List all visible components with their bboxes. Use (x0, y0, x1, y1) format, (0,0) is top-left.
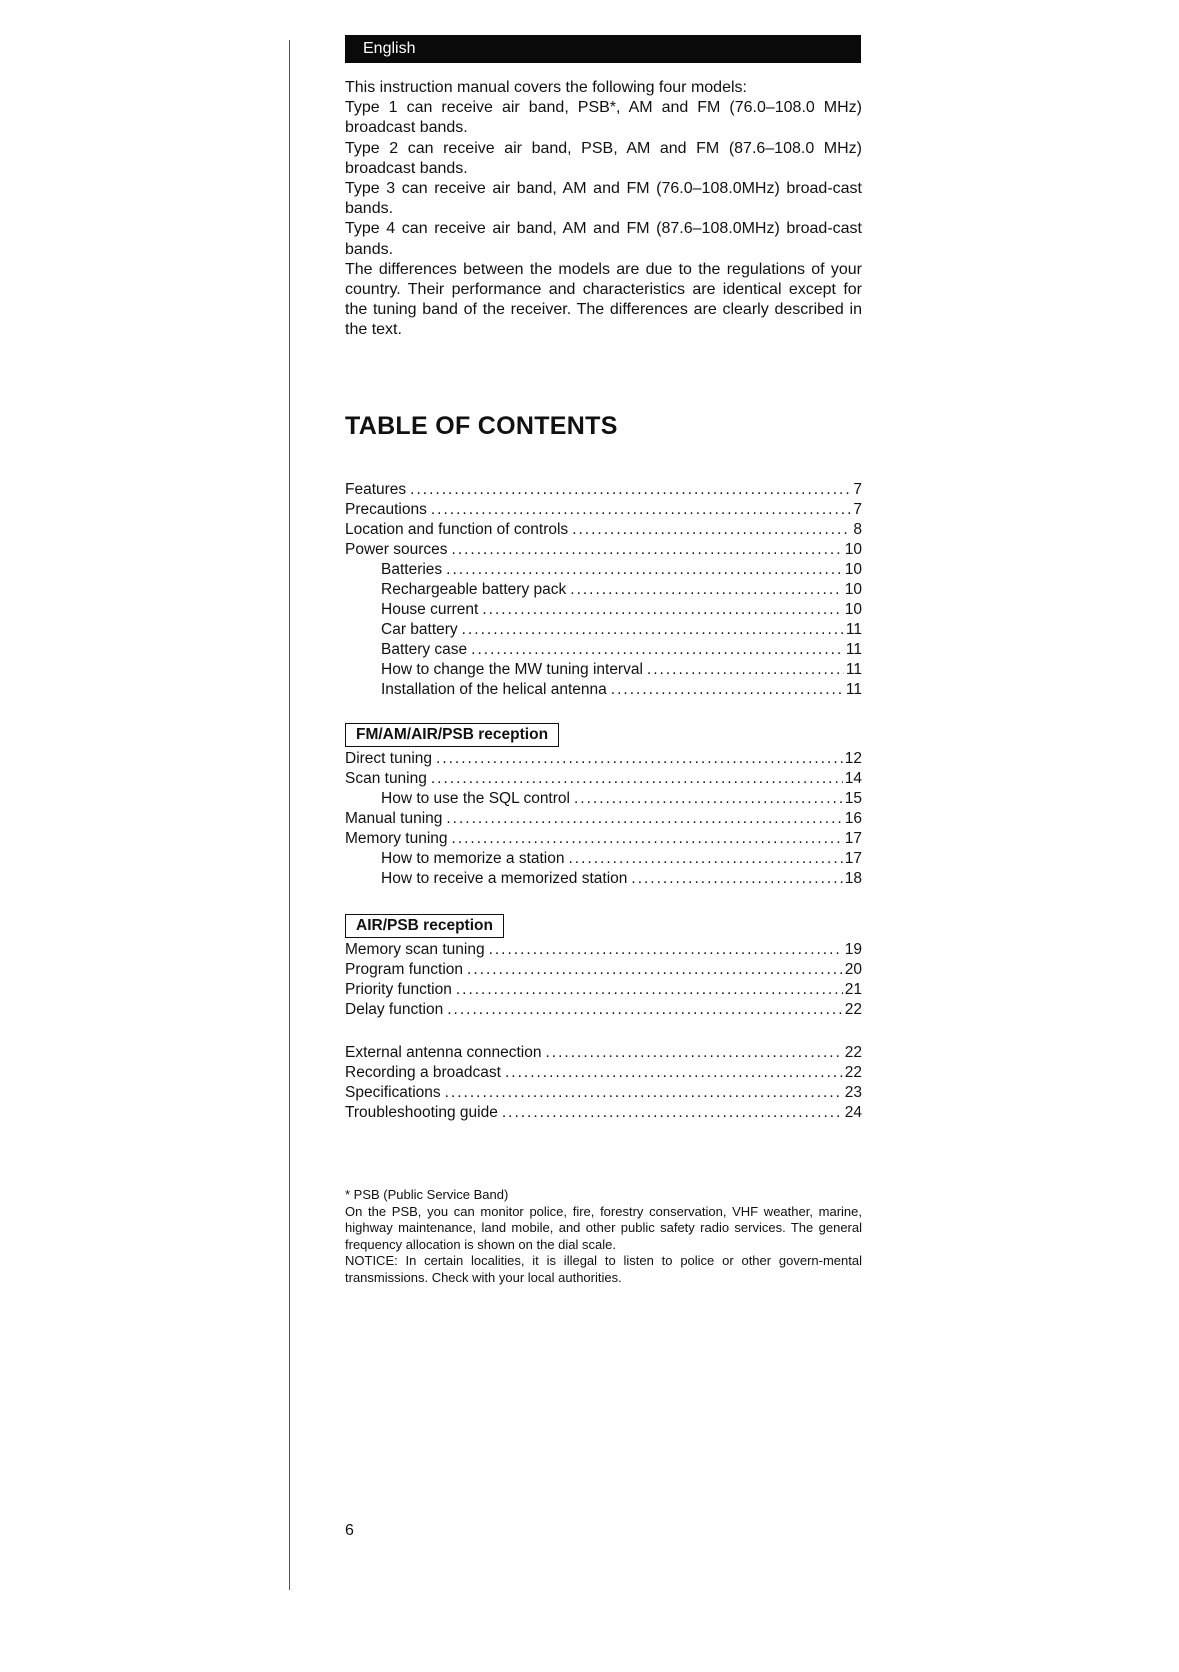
toc-entry-label: Specifications (345, 1084, 441, 1101)
toc-entry-page: 16 (844, 810, 862, 827)
dot-leader (452, 829, 843, 849)
intro-line: This instruction manual covers the following four models: (345, 79, 747, 96)
toc-entry (345, 809, 862, 829)
toc-entry (345, 480, 862, 500)
toc-entry-label: House current (381, 601, 479, 618)
toc-entry-label: Recording a broadcast (345, 1064, 501, 1081)
toc-entry-label: Power sources (345, 541, 448, 558)
toc-entry-page: 11 (845, 641, 862, 658)
dot-leader (482, 600, 842, 620)
toc-entry-label: How to receive a memorized station (381, 870, 628, 887)
toc-entry (345, 580, 862, 600)
toc-entry-page: 10 (844, 541, 862, 558)
toc-entry-page: 7 (853, 481, 862, 498)
toc-entry-label: Precautions (345, 501, 427, 518)
toc-entry-page: 22 (844, 1044, 862, 1061)
toc-entry-label: How to change the MW tuning interval (381, 661, 643, 678)
toc-entry (345, 660, 862, 680)
toc-entry-label: Manual tuning (345, 810, 443, 827)
dot-leader (647, 660, 844, 680)
toc-entry-page: 24 (844, 1104, 862, 1121)
toc-entry-page: 22 (844, 1064, 862, 1081)
dot-leader (436, 749, 843, 769)
dot-leader (431, 500, 852, 520)
toc-general (345, 480, 862, 700)
toc-entry-label: How to use the SQL control (381, 790, 570, 807)
intro-line: The differences between the models are due to the regulations of your country. Their performance and characteristics are identical except for the tuning band of the receiver. The differences are clearly described in the text. (345, 260, 862, 339)
toc-entry-label: Memory tuning (345, 830, 448, 847)
toc-entry (345, 640, 862, 660)
footnote-text: On the PSB, you can monitor police, fire, forestry conservation, VHF weather, marine, highway maintenance, land mobile, and other public safety radio services. The general frequency allocation is shown on the dial scale. (345, 1203, 862, 1252)
toc-entry-page: 15 (844, 790, 862, 807)
toc-entry-label: Scan tuning (345, 770, 427, 787)
dot-leader (410, 480, 851, 500)
page-number: 6 (345, 1522, 354, 1539)
toc-entry-page: 17 (844, 850, 862, 867)
toc-entry-label: Memory scan tuning (345, 941, 485, 958)
dot-leader (489, 940, 843, 960)
toc-entry (345, 1043, 862, 1063)
toc-entry (345, 520, 862, 540)
toc-entry-page: 22 (844, 1001, 862, 1018)
toc-entry (345, 560, 862, 580)
toc-entry-label: Delay function (345, 1001, 444, 1018)
toc-entry (345, 620, 862, 640)
toc-entry-label: Rechargeable battery pack (381, 581, 567, 598)
dot-leader (631, 869, 842, 889)
toc-entry (345, 1063, 862, 1083)
toc-entry (345, 869, 862, 889)
footnote-title: * PSB (Public Service Band) (345, 1187, 509, 1202)
toc-entry (345, 1103, 862, 1123)
toc-entry (345, 769, 862, 789)
dot-leader (445, 1083, 843, 1103)
intro-line: Type 2 can receive air band, PSB, AM and FM (87.6–108.0 MHz) broadcast bands. (345, 139, 862, 177)
intro-text (345, 78, 862, 341)
toc-entry-page: 11 (845, 621, 862, 638)
dot-leader (471, 640, 844, 660)
dot-leader (447, 1000, 843, 1020)
toc-entry-label: Location and function of controls (345, 521, 569, 538)
toc-entry-page: 17 (844, 830, 862, 847)
toc-entry-page: 21 (844, 981, 862, 998)
footnote-notice: NOTICE: In certain localities, it is illegal to listen to police or other govern-mental transmissions. Check with your local authorities. (345, 1253, 862, 1285)
toc-entry-page: 18 (844, 870, 862, 887)
language-label: English (363, 40, 416, 57)
toc-entry (345, 1000, 862, 1020)
dot-leader (446, 809, 842, 829)
toc-entry-label: Installation of the helical antenna (381, 681, 607, 698)
toc-entry-page: 10 (844, 561, 862, 578)
toc-entry-page: 8 (853, 521, 862, 538)
toc-entry (345, 1083, 862, 1103)
toc-entry-label: Priority function (345, 981, 452, 998)
toc-entry (345, 940, 862, 960)
toc-entry-page: 10 (844, 601, 862, 618)
toc-entry-label: Troubleshooting guide (345, 1104, 498, 1121)
toc-entry-page: 10 (844, 581, 862, 598)
toc-entry-page: 11 (845, 661, 862, 678)
intro-line: Type 3 can receive air band, AM and FM (76.0–108.0MHz) broad-cast bands. (345, 180, 862, 218)
dot-leader (570, 580, 842, 600)
toc-entry-page: 11 (845, 681, 862, 698)
intro-line: Type 1 can receive air band, PSB*, AM and FM (76.0–108.0 MHz) broadcast bands. (345, 99, 862, 137)
toc-air-section (345, 914, 862, 1020)
toc-entry-label: External antenna connection (345, 1044, 542, 1061)
toc-entry-label: Features (345, 481, 407, 498)
dot-leader (505, 1063, 843, 1083)
toc-entry (345, 680, 862, 700)
binding-line (289, 40, 290, 1590)
toc-entry (345, 749, 862, 769)
toc-entry-label: Direct tuning (345, 750, 433, 767)
toc-entry (345, 600, 862, 620)
toc-entry (345, 980, 862, 1000)
dot-leader (545, 1043, 842, 1063)
section-heading: AIR/PSB reception (345, 914, 504, 938)
section-heading: FM/AM/AIR/PSB reception (345, 723, 559, 747)
toc-entry-label: Batteries (381, 561, 443, 578)
toc-entry-page: 19 (844, 941, 862, 958)
toc-entry (345, 540, 862, 560)
toc-entry-page: 14 (844, 770, 862, 787)
toc-other (345, 1043, 862, 1123)
dot-leader (467, 960, 843, 980)
dot-leader (572, 520, 851, 540)
toc-entry (345, 960, 862, 980)
dot-leader (502, 1103, 843, 1123)
dot-leader (574, 789, 843, 809)
toc-entry-page: 12 (844, 750, 862, 767)
toc-entry (345, 829, 862, 849)
footnote (345, 1187, 862, 1286)
toc-entry (345, 500, 862, 520)
toc-entry (345, 849, 862, 869)
intro-line: Type 4 can receive air band, AM and FM (87.6–108.0MHz) broad-cast bands. (345, 220, 862, 258)
toc-entry-label: How to memorize a station (381, 850, 565, 867)
dot-leader (431, 769, 843, 789)
dot-leader (456, 980, 843, 1000)
toc-entry-page: 23 (844, 1084, 862, 1101)
dot-leader (611, 680, 844, 700)
language-header (345, 35, 861, 63)
toc-entry (345, 789, 862, 809)
toc-entry-label: Battery case (381, 641, 468, 658)
toc-entry-label: Car battery (381, 621, 458, 638)
toc-entry-page: 7 (853, 501, 862, 518)
dot-leader (569, 849, 843, 869)
toc-fm-section (345, 723, 862, 889)
toc-title: TABLE OF CONTENTS (345, 412, 618, 440)
toc-entry-page: 20 (844, 961, 862, 978)
toc-entry-label: Program function (345, 961, 464, 978)
dot-leader (452, 540, 843, 560)
dot-leader (462, 620, 844, 640)
dot-leader (446, 560, 843, 580)
